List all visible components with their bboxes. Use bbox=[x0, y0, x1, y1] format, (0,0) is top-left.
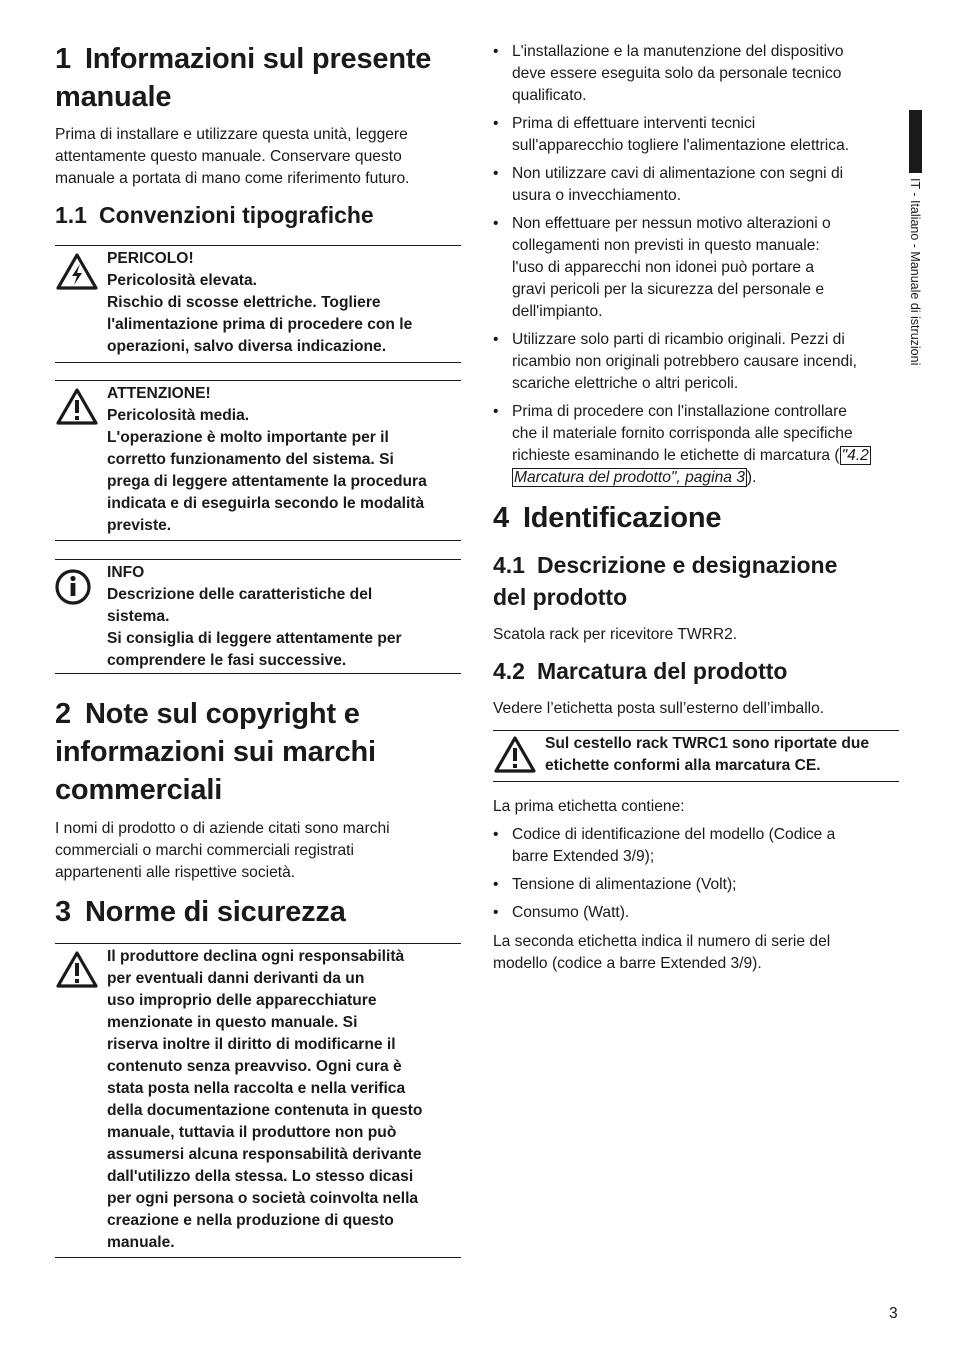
side-tab-label: IT - Italiano - Manuale di istruzioni bbox=[908, 178, 922, 366]
section-1-title: 1 Informazioni sul presente manuale bbox=[55, 43, 432, 113]
list-item: • Utilizzare solo parti di ricambio originali. Pezzi di ricambio non originali potrebbero causare incendi, scariche elettriche o altri pericoli. bbox=[493, 329, 899, 395]
list-item: • L'installazione e la manutenzione del dispositivo deve essere eseguita solo da personale tecnico qualificato. bbox=[493, 41, 899, 107]
warning-text: ATTENZIONE! Pericolosità media. L'operazione è molto importante per il corretto funzionamento del sistema. Si prega di leggere attentamente la procedura indicata e di eseguirla secondo le modalità previste. bbox=[107, 385, 427, 534]
section-1-intro bbox=[55, 124, 461, 190]
page-number: 3 bbox=[889, 1305, 898, 1322]
side-tab-marker bbox=[909, 110, 922, 173]
list-item: • Consumo (Watt). bbox=[493, 902, 899, 924]
ce-warning-notice bbox=[493, 730, 899, 782]
list-item: • Prima di effettuare interventi tecnici sull'apparecchio togliere l'alimentazione elettrica. bbox=[493, 113, 899, 157]
section-3-heading bbox=[55, 893, 461, 931]
second-label-text: La seconda etichetta indica il numero di serie del modello (codice a barre Extended 3/9). bbox=[493, 933, 831, 972]
section-3-title: 3 Norme di sicurezza bbox=[55, 896, 346, 928]
section-4-heading bbox=[493, 499, 899, 537]
section-4-2-body: Vedere l’etichetta posta sull’esterno dell’imballo. bbox=[493, 700, 825, 717]
section-4-1-title: 4.1 Descrizione e designazione del prodotto bbox=[493, 552, 838, 610]
section-2-body: I nomi di prodotto o di aziende citati sono marchi commerciali o marchi commerciali registrati appartenenti alle rispettive società. bbox=[55, 820, 390, 881]
warning-notice bbox=[55, 380, 461, 541]
list-item: • Non utilizzare cavi di alimentazione con segni di usura o invecchiamento. bbox=[493, 163, 899, 207]
intro-line: manuale a portata di mano come riferimento futuro. bbox=[55, 170, 410, 187]
cross-reference-link[interactable]: Marcatura del prodotto", pagina 3 bbox=[514, 469, 745, 486]
disclaimer-text: Il produttore declina ogni responsabilità per eventuali danni derivanti da un uso improprio delle apparecchiature menzionate in questo manuale. Si riserva inoltre il diritto di modificarne il contenuto senza preavviso. Ogni cura è stata posta nella raccolta e nella verifica della documentazione contenuta in questo manuale, tuttavia il produttore non può assumersi alcuna responsabilità derivante dall'utilizzo della stessa. Lo stesso dicasi per ogni persona o società coinvolta nella creazione e nella produzione di questo manuale. bbox=[107, 948, 423, 1251]
danger-text: PERICOLO! Pericolosità elevata. Rischio di scosse elettriche. Togliere l'alimentazione prima di procedere con le operazioni, salvo diversa indicazione. bbox=[107, 250, 413, 355]
info-circle-icon bbox=[55, 567, 99, 607]
intro-line: attentamente questo manuale. Conservare questo bbox=[55, 148, 402, 165]
warning-triangle-icon bbox=[493, 735, 537, 775]
section-2-title: 2 Note sul copyright e informazioni sui marchi commerciali bbox=[55, 698, 376, 806]
first-label-list bbox=[493, 824, 899, 924]
electric-hazard-icon bbox=[55, 252, 99, 292]
section-1-heading bbox=[55, 40, 461, 116]
section-4-1-heading bbox=[493, 549, 899, 613]
section-4-2-title: 4.2 Marcatura del prodotto bbox=[493, 658, 788, 684]
info-text: INFO Descrizione delle caratteristiche del sistema. Si consiglia di leggere attentamente per comprendere le fasi successive. bbox=[107, 564, 402, 669]
section-2-heading bbox=[55, 695, 461, 809]
section-1-1-title: 1.1 Convenzioni tipografiche bbox=[55, 202, 374, 228]
disclaimer-notice bbox=[55, 943, 461, 1258]
list-item: • Tensione di alimentazione (Volt); bbox=[493, 874, 899, 896]
section-4-2-heading bbox=[493, 655, 899, 687]
ce-warning-text: Sul cestello rack TWRC1 sono riportate due etichette conformi alla marcatura CE. bbox=[545, 735, 870, 774]
section-4-title: 4 Identificazione bbox=[493, 502, 722, 534]
info-notice bbox=[55, 559, 461, 674]
list-item: • Non effettuare per nessun motivo alterazioni o collegamenti non previsti in questo manuale: l'uso di apparecchi non idonei può portare a gravi pericoli per la sicurezza del personale e dell'impianto. bbox=[493, 213, 899, 323]
intro-line: Prima di installare e utilizzare questa unità, leggere bbox=[55, 126, 408, 143]
cross-reference-link[interactable]: "4.2 bbox=[841, 447, 869, 464]
warning-triangle-icon bbox=[55, 387, 99, 427]
safety-list bbox=[493, 41, 899, 489]
list-item: • Codice di identificazione del modello (Codice a barre Extended 3/9); bbox=[493, 824, 899, 868]
section-1-1-heading bbox=[55, 199, 461, 231]
section-4-1-body: Scatola rack per ricevitore TWRR2. bbox=[493, 626, 738, 643]
danger-notice bbox=[55, 245, 461, 363]
warning-triangle-icon bbox=[55, 950, 99, 990]
list-item: • Prima di procedere con l'installazione controllare che il materiale fornito corrisponda alle specifiche richieste esaminando le etichette di marcatura ( "4.2 Marcatura del prodotto", pagina 3 ). bbox=[493, 401, 899, 489]
first-label-intro: La prima etichetta contiene: bbox=[493, 798, 685, 815]
